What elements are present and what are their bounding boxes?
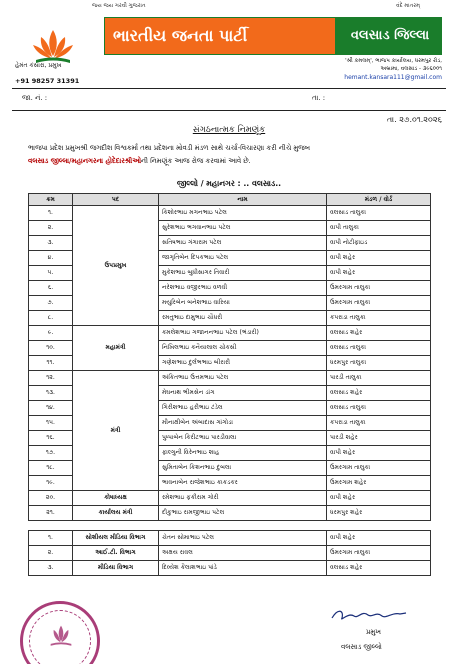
paragraph-line-2-rest: ની નિમણૂંક આજ રોજ કરવામાં આવે છે.	[140, 157, 251, 165]
mandal-cell: ધરમપુર તાલુકા	[327, 356, 431, 371]
mandal-cell: પારડી શહેર	[327, 431, 431, 446]
name-cell: નરેશભાઇ વજીરભાઇ વળવી	[159, 281, 327, 296]
mandal-cell: ઉમરગામ તાલુકા	[327, 546, 431, 561]
row-number: ૪.	[29, 251, 73, 266]
mandal-cell: કપરાડા તાલુકા	[327, 416, 431, 431]
row-number: ૨.	[29, 221, 73, 236]
row-number: ૯.	[29, 326, 73, 341]
name-cell: સુરેશભાઇ ભગવાનભાઇ પટેલ	[159, 221, 327, 236]
post-cell: મહામંત્રી	[73, 326, 159, 371]
row-number: ૧.	[29, 206, 73, 221]
post-cell: સોશીયલ મીડિયા વિભાગ	[73, 531, 159, 546]
row-number: ૧૫.	[29, 416, 73, 431]
table-row	[29, 371, 431, 386]
post-cell: મીડિયા વિભાગ	[73, 561, 159, 576]
name-cell: ચેતન સોમાભાઇ પટેલ	[159, 531, 327, 546]
name-cell: રમેશભાઇ ફકીરામ ગોરી	[159, 491, 327, 506]
appointments-body	[29, 206, 431, 521]
party-name: ભારતીય જનતા પાર્ટી	[105, 18, 339, 54]
email-address: hemant.kansara111@gmail.com	[344, 74, 442, 81]
name-cell: સુમિતાબેન કિશનભાઇ દુબલા	[159, 461, 327, 476]
mandal-cell: ધરમપુર શહેર	[327, 506, 431, 521]
table-row	[29, 326, 431, 341]
cells-body	[29, 531, 431, 576]
person-name: હેમંત કંસારા, પ્રમુખ	[15, 62, 62, 69]
row-number: ૧૯.	[29, 476, 73, 491]
name-cell: જાગૃતિબેન દિપકભાઇ પટેલ	[159, 251, 327, 266]
mandal-cell: વલસાડ શહેર	[327, 386, 431, 401]
appointments-table	[28, 193, 431, 576]
header-divider	[12, 88, 446, 89]
name-cell: પુષ્પાબેન કિરીટભાઇ પારડીવાલા	[159, 431, 327, 446]
table-header-row	[29, 194, 431, 206]
table-row	[29, 206, 431, 221]
row-number: ૩.	[29, 561, 73, 576]
row-number: ૭.	[29, 296, 73, 311]
paragraph-line-2	[28, 155, 448, 168]
mandal-cell: વલસાડ તાલુકા	[327, 206, 431, 221]
mandal-cell: વાપી શહેર	[327, 531, 431, 546]
cell-row	[29, 531, 431, 546]
name-cell: મેઘનાથ ભીમસેન ડાંગ	[159, 386, 327, 401]
letterhead-person	[15, 60, 79, 87]
mandal-cell: કપરાડા તાલુકા	[327, 311, 431, 326]
address-line-2: અબ્રામા, વલસાડ - ૩૯૬૦૦૧	[380, 66, 442, 72]
name-cell: દિવ્યેશ કૈલાશભાઇ પાંડે	[159, 561, 327, 576]
signatory-place: વલસાડ જીલ્લો	[341, 643, 382, 651]
letter-subject: સંગઠનાત્મક નિમણૂંક	[192, 125, 266, 135]
name-cell: દીકુભાઇ રામજીભાઇ પટેલ	[159, 506, 327, 521]
name-cell: નિખિલભાઇ કનૈયાલાલ ચોકસી	[159, 341, 327, 356]
row-number: ૧૨.	[29, 371, 73, 386]
row-number: ૧૭.	[29, 446, 73, 461]
mandal-cell: વાપી શહેર	[327, 251, 431, 266]
section-heading: જીલ્લો / મહાનગર : .. વલસાડ..	[176, 179, 282, 188]
letter-paragraph	[28, 142, 448, 168]
row-number: ૮.	[29, 311, 73, 326]
signatory-role: પ્રમુખ	[366, 628, 381, 636]
mandal-cell: વલસાડ શહેર	[327, 561, 431, 576]
mandal-cell: વાપી શહેર	[327, 446, 431, 461]
mandal-cell: વાપી શહેર	[327, 266, 431, 281]
name-cell: મીનાક્ષીબેન અંબાદાસ ગાંગોડા	[159, 416, 327, 431]
name-cell: મુકેશભાઇ બુધીસાગર તિવારી	[159, 266, 327, 281]
name-cell: ગિરીશભાઇ હરીભાઇ ટંડેલ	[159, 401, 327, 416]
row-number: ૩.	[29, 236, 73, 251]
row-number: ૨૧.	[29, 506, 73, 521]
mandal-cell: વલસાડ તાલુકા	[327, 341, 431, 356]
slogan-right: વંદે માતરમ્	[396, 3, 420, 9]
post-cell: મંત્રી	[73, 371, 159, 491]
spacer-body	[29, 521, 431, 531]
name-cell: કમલેશભાઇ ગજાનનભાઇ પટેલ (ભંડારી)	[159, 326, 327, 341]
row-number: ૧૧.	[29, 356, 73, 371]
row-number: ૧૮.	[29, 461, 73, 476]
table-row	[29, 491, 431, 506]
mandal-cell: ઉમરગામ તાલુકા	[327, 461, 431, 476]
name-cell: અંકિતભાઇ ઉત્તમભાઇ પટેલ	[159, 371, 327, 386]
mandal-cell: વાપી તાલુકા	[327, 221, 431, 236]
col-header-mandal: મંડળ / વોર્ડ	[327, 194, 431, 206]
table-row	[29, 506, 431, 521]
row-number: ૬.	[29, 281, 73, 296]
mandal-cell: વાપી નોટીફાઇડ	[327, 236, 431, 251]
post-cell: ઉપપ્રમુખ	[73, 206, 159, 326]
ref-date-label: તા. :	[312, 94, 326, 102]
letter-date: તા. ૨૭.૦૧.૨૦૨૬	[386, 115, 442, 124]
cell-row	[29, 561, 431, 576]
spacer-row	[29, 521, 431, 531]
office-address	[344, 57, 442, 82]
row-number: ૧૦.	[29, 341, 73, 356]
district-name: વલસાડ જિલ્લા	[339, 18, 441, 54]
mandal-cell: પારડી તાલુકા	[327, 371, 431, 386]
col-header-name: નામ	[159, 194, 327, 206]
post-cell: કાર્યાલય મંત્રી	[73, 506, 159, 521]
name-cell: ફાલ્ગુની વિરેનભાઇ શાહ	[159, 446, 327, 461]
ref-divider	[12, 110, 446, 111]
row-number: ૫.	[29, 266, 73, 281]
phone-number: +91 98257 31391	[15, 77, 80, 85]
post-cell: કોષાધ્યક્ષ	[73, 491, 159, 506]
mandal-cell: ઉમરગામ તાલુકા	[327, 281, 431, 296]
signature-mark	[330, 606, 408, 624]
name-cell: મયુરિબેન બનેશભાઇ વારિયા	[159, 296, 327, 311]
row-number: ૧૬.	[29, 431, 73, 446]
ref-number-label: જા. નં. :	[22, 94, 48, 102]
col-header-no: ક્રમ	[29, 194, 73, 206]
name-cell: અક્ષય રાવલ	[159, 546, 327, 561]
row-number: ૧૩.	[29, 386, 73, 401]
mandal-cell: ઉમરગામ તાલુકા	[327, 296, 431, 311]
name-cell: ભાવનાબેન રાજેશભાઇ કાકડકર	[159, 476, 327, 491]
row-number: ૧૪.	[29, 401, 73, 416]
mandal-cell: ઉમરગામ શહેર	[327, 476, 431, 491]
row-number: ૨૦.	[29, 491, 73, 506]
mandal-cell: વાપી શહેર	[327, 491, 431, 506]
name-cell: સતિષભાઇ ગંગારામ પટેલ	[159, 236, 327, 251]
highlight-text: વલસાડ જીલ્લા/મહાનગરના હોદેદારશ્રીઓ	[28, 157, 141, 165]
name-cell: રમતુભાઇ દામુભાઇ ચૌધરી	[159, 311, 327, 326]
paragraph-line-1: ભાજપા પ્રદેશ પ્રમુખશ્રી જગદીશ વિશ્વકર્મા તથા પ્રદેશના મોવડી મંડળ સાથે ચર્ચા-વિચારણા કરી નીચે મુજબ	[28, 144, 311, 152]
seal-lotus-icon	[47, 622, 75, 650]
col-header-post: પદ	[73, 194, 159, 206]
mandal-cell: વલસાડ શહેર	[327, 326, 431, 341]
party-banner	[104, 17, 442, 55]
post-cell: આઈ.ટી. વિભાગ	[73, 546, 159, 561]
name-cell: કિશોરભાઇ મગનભાઇ પટેલ	[159, 206, 327, 221]
name-cell: ગણેશભાઇ દુર્લભભાઇ બીરારી	[159, 356, 327, 371]
address-line-1: 'શ્રી કમલમ્', ભાજપ કાર્યાલય, ધરમપુર રોડ,	[345, 58, 442, 64]
row-number: ૨.	[29, 546, 73, 561]
cell-row	[29, 546, 431, 561]
row-number: ૧.	[29, 531, 73, 546]
slogan-left: જય જય ગરવી ગુજરાત	[92, 3, 146, 9]
mandal-cell: વલસાડ તાલુકા	[327, 401, 431, 416]
